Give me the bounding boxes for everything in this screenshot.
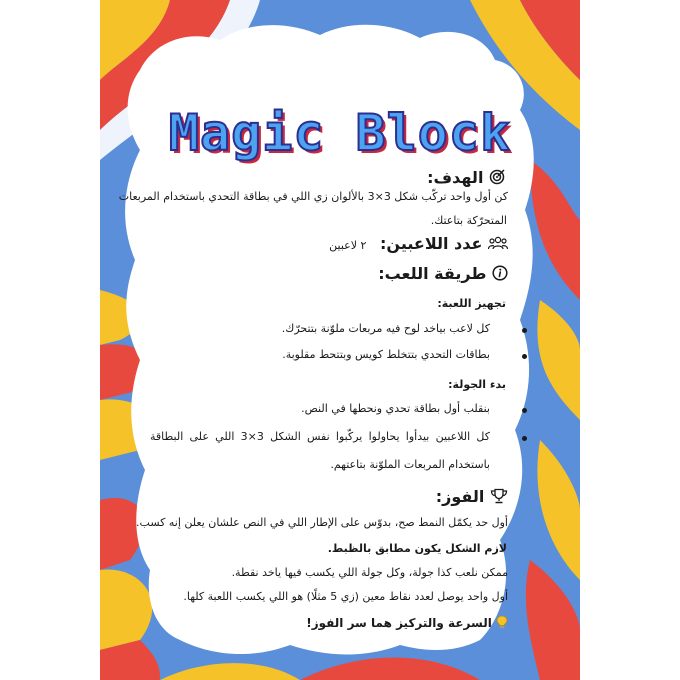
group-icon: [488, 235, 508, 254]
tip-line: [306, 615, 508, 632]
win-heading-text: الفوز:: [435, 487, 485, 506]
goal-heading-text: الهدف:: [427, 168, 484, 187]
how-to-play-heading: [378, 264, 508, 285]
how-to-play-heading-text: طريقة اللعب:: [378, 264, 487, 283]
game-title: Magic Block: [168, 104, 512, 162]
trophy-icon: [490, 488, 508, 508]
round-item-1: بنقلب أول بطاقة تحدي ونحطها في النص.: [301, 402, 490, 415]
setup-item-2: بطاقات التحدي بتتخلط كويس وبتتحط مقلوبة.: [282, 348, 490, 361]
win-heading: [436, 487, 508, 508]
bullet-dot: [522, 328, 527, 333]
players-value: ٢ لاعبين: [329, 239, 367, 252]
bullet-dot: [522, 408, 527, 413]
setup-item-1: كل لاعب بياخد لوح فيه مربعات ملوّنة بتتحرّك.: [281, 322, 490, 335]
players-heading: [329, 234, 508, 254]
win-line-4: أول واحد يوصل لعدد نقاط معين (زي 5 مثلًا) هو اللي يكسب اللعبة كلها.: [183, 590, 508, 603]
info-icon: [492, 265, 508, 285]
bullet-dot: [522, 354, 527, 359]
win-line-3: ممكن نلعب كذا جولة، وكل جولة اللي يكسب فيها ياخد نقطة.: [231, 566, 508, 579]
goal-text-line2: المتحرّكة بتاعتك.: [430, 214, 507, 227]
lightbulb-icon: [496, 615, 508, 632]
win-line-2: لازم الشكل يكون مطابق بالظبط.: [327, 542, 507, 555]
target-icon: [489, 169, 505, 189]
win-line-1: أول حد يكمّل النمط صح، بدوّس على الإطار اللي في النص علشان يعلن إنه كسب.: [136, 516, 508, 529]
round-heading: بدء الجولة:: [448, 378, 506, 391]
tip-text: السرعة والتركيز هما سر الفوز!: [306, 616, 492, 630]
goal-heading: [427, 168, 505, 189]
round-item-2-line2: باستخدام المربعات الملوّنة بتاعتهم.: [330, 458, 490, 471]
players-heading-text: عدد اللاعبين:: [380, 234, 483, 253]
goal-text-line1: كن أول واحد تركّب شكل 3×3 بالألوان زي اللي في بطاقة التحدي باستخدام المربعات: [118, 190, 508, 203]
bullet-dot: [522, 436, 527, 441]
setup-heading: تجهيز اللعبة:: [437, 297, 506, 310]
round-item-2-line1: كل اللاعبين بيدأوا يحاولوا يركّبوا نفس الشكل 3×3 اللي على البطاقة: [150, 430, 490, 443]
